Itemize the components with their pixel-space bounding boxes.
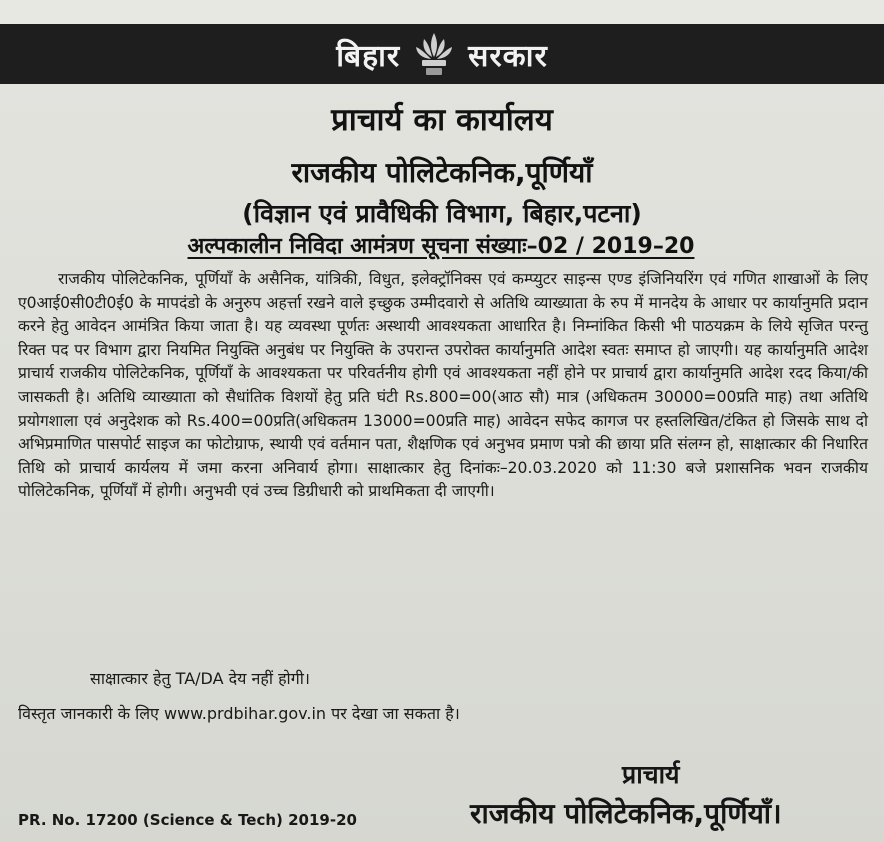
office-heading: प्राचार्य का कार्यालय bbox=[331, 102, 553, 138]
pr-number: PR. No. 17200 (Science & Tech) 2019-20 bbox=[18, 811, 357, 829]
bihar-state-emblem-icon bbox=[406, 28, 462, 80]
department-heading: (विज्ञान एवं प्रावैधिकी विभाग, बिहार,पटना) bbox=[242, 199, 642, 228]
government-banner bbox=[0, 24, 884, 84]
institution-heading: राजकीय पोलिटेकनिक,पूर्णियाँ bbox=[291, 156, 593, 189]
website-info-line: विस्तृत जानकारी के लिए www.prdbihar.gov.in पर देखा जा सकता है। bbox=[18, 704, 460, 723]
notice-body-paragraph: राजकीय पोलिटेकनिक, पूर्णियाँ के असैनिक, यांत्रिकी, विधुत, इलेक्ट्रॉनिक्स एवं कम्प्युटर साइन्स एण्ड इंजिनियरिंग एवं गणित शाखाओं के लिए ए0आई0सी0टी0ई0 के मापदंडो के अनुरुप अहर्त्ता रखने वाले इच्छुक उम्मीदवारो से अतिथि व्याख्याता के रुप में मानदेय के आधार पर कार्यानुमति प्रदान करने हेतु आवेदन आमंत्रित किया जाता है। यह व्यवस्था पूर्णतः अस्थायी आवश्यकता आधारित है। निम्नांकित किसी भी पाठयक्रम के लिये सृजित परन्तु रिक्त पद पर विभाग द्वारा नियमित नियुक्ति अनुबंध पर नियुक्ति के उपरान्त उपरोक्त कार्यानुमति आदेश स्वतः समाप्त हो जाएगी। यह कार्यानुमति आदेश प्राचार्य राजकीय पोलिटेकनिक, पूर्णियाँ के आवश्यकता पर परिवर्तनीय होगी एवं आवश्यकता नहीं होने पर प्राचार्य द्वारा कार्यानुमति आदेश रदद किया/की जासकती है। अतिथि व्याख्याता को सैधांतिक विशयों हेतु प्रति घंटी Rs.800=00(आठ सौ) मात्र (अधिकतम 30000=00प्रति माह) तथा अतिथि प्रयोगशाला एवं अनुदेशक को Rs.400=00प्रति(अधिकतम 13000=00प्रति माह) आवेदन सफेद कागज पर हस्तलिखित/टंकित हो जिसके साथ दो अभिप्रमाणित पासपोर्ट साइज का फोटोग्राफ, स्थायी एवं वर्तमान पता, शैक्षणिक एवं अनुभव प्रमाण पत्रो की छाया प्रति संलग्न हो, साक्षात्कार की निधारित तिथि को प्राचार्य कार्यलय में जमा करना अनिवार्य होगा। साक्षात्कार हेतु दिनांकः–20.03.2020 को 11:30 बजे प्रशासनिक भवन राजकीय पोलिटेकनिक, पूर्णियाँ में होगी। अनुभवी एवं उच्च डिग्रीधारी को प्राथमिकता दी जाएगी। bbox=[18, 270, 868, 501]
banner-left-text: बिहार bbox=[336, 38, 401, 74]
signature-office: राजकीय पोलिटेकनिक,पूर्णियाँ। bbox=[470, 797, 782, 830]
notice-title: अल्पकालीन निविदा आमंत्रण सूचना संख्याः–02 / 2019–20 bbox=[187, 234, 695, 259]
signature-title: प्राचार्य bbox=[622, 760, 680, 789]
top-margin bbox=[0, 0, 884, 24]
ta-da-note: साक्षात्कार हेतु TA/DA देय नहीं होगी। bbox=[90, 669, 310, 688]
banner-right-text: सरकार bbox=[468, 38, 548, 74]
